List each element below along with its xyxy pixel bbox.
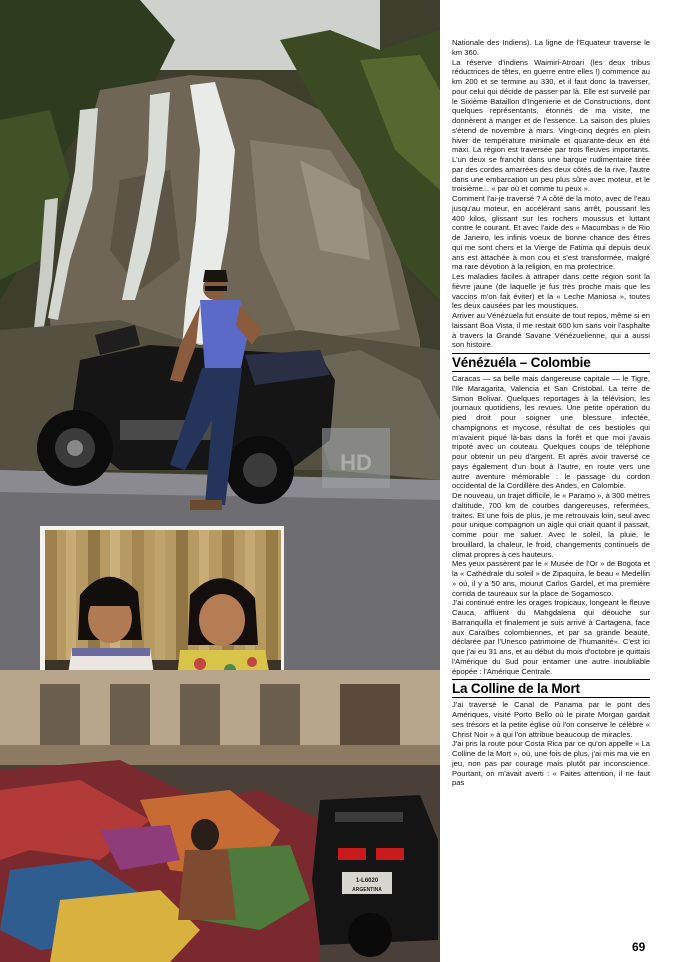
svg-text:HD: HD [340,450,372,475]
svg-text:ARGENTINA: ARGENTINA [352,887,382,893]
article-paragraph: J'ai pris la route pour Costa Rica par ce qu'on appelle « La Colline de la Mort », où, une fois de plus, j'ai mis ma vie en jeu, non pas par courage mais plutôt par inconscience. Pourtant, on m'avait averti : « Faites attention, il ne faut pas [452,739,650,788]
page-number: 69 [632,940,646,954]
section-heading-venezuela-colombie: Vénézuéla – Colombie [452,353,650,372]
article-paragraph: Caracas — sa belle mais dangereuse capitale — le Tigre, l'Ile Maragarita, Valencia et San Cristobal. La terre de Simon Bolivar. Quelques reportages à la télévision, les journaux quotidiens, les revues. Une petite opération du pied droit pour soigner une blessure infectée, champignons et mycose, résultat de ces bestioles qui m'avaient piqué là-bas dans la forêt et que moi j'avais tripoté avec un couteau. Quelques coups de téléphone pour obtenir un peu d'argent. Et après avoir traversé ce pays également d'un bout à l'autre, en route vers une autre aventure mémorable : le passage du cordon occidental de la Cordillère des Andes, en Colombie. [452,374,650,491]
article-paragraph: Nationale des Indiens). La ligne de l'Equateur traverse le km 360. [452,38,650,57]
watermark-logo [322,428,390,488]
svg-text:1-L6020: 1-L6020 [355,878,379,884]
market-photo [0,670,440,962]
article-paragraph: J'ai continué entre les orages tropicaux, longeant le fleuve Cauca, affluent du Mahgdalena qui déouche sur Barranquilla et finalement je suis arrivé à Cartagena, face aux Caraïbes colombiennes, et par sa grande beauté, déclarée par l'Unesco patrimoine de l'humanité». C'est ici que j'ai eu 31 ans, et au début du mois d'octobre je quittais l'Amérique du Sud pour entamer une autre inoubliable épopée : l'Amérique Centrale. [452,598,650,676]
article-column [452,38,650,958]
article-paragraph: Comment l'ai-je traversé ? A côté de la moto, avec de l'eau jusqu'au moteur, en accélérant sans arrêt, poussant les 400 kilos, glissant sur les rochers moussus et luttant contre le courant. Et avec l'aide des « Macumbas » de Rio de Janeiro, les infinis voeux de bonne chance des êtres qui me sont chers et la Vierge de Fatima qui depuis deux ans est attachée à mon cou et s'est transformée, malgré ma rare dévotion à la religion, en ma protectrice. [452,194,650,272]
section-heading-colline-de-la-mort: La Colline de la Mort [452,679,650,698]
article-paragraph: J'ai traversé le Canal de Panama par le pont des Amériques, visité Porto Bello où le pirate Morgan gardait ses trésors et la petite église où l'on conserve le célèbre « Christ Noir » à qui l'on attribue beaucoup de miracles. [452,700,650,739]
article-paragraph: De nouveau, un trajet difficile, le « Paramo », à 300 mètres d'altitude, 700 km de courbes dangereuses, refermées, traites. Et une fois de plus, je me retrouvais loin, seul avec pour unique compagnon un aigle qui criait quant il passait, comme pour me saluer. Avec le soleil, la pluie, le brouillard, la chaleur, le froid, changements continuels de climat propres à ces hauteurs. [452,491,650,559]
children-photo [40,526,284,691]
article-paragraph: Mes yeux passèrent par le « Musée de l'Or » de Bogota et la « Cathédrale du soleil » de Zipaquira, le beau « Medellin » où, il y a 50 ans, mourut Carlos Gardel, et ma première corrida de taureaux sur la place de Sogamosco. [452,559,650,598]
motorcycle-rear-icon [312,795,438,957]
article-paragraph: Les maladies faciles à attraper dans cette région sont la fièvre jaune (de laquelle je fus très proche mais que les vaccins m'on fait éviter) et la « Leche Maniosa », toutes les deux causées par les moustiques. [452,272,650,311]
article-paragraph: Arriver au Vénézuela fut ensuite de tout repos, même si en laissant Boa Vista, il me restait 600 km sans voir l'asphalte à travers la Grandé Savane Vénézuelienne, qui a aussi son histoire. [452,311,650,350]
article-paragraph: La réserve d'indiens Waimiri-Atroari (les deux tribus réductrices de têtes, en guerre entre elles !) commence au km 200 et se termine au 330, et il faut donc la traverser, pour celui qui décide de passer par là. Elle est surveilé par le Sixième Bataillon d'Ingenierie et de Constructions, dont quelques représentants, étonnés de ma visite, me donnèrent à manger et de l'essence. La saison des pluies s'étend de novembre à mars. Vingt-cinq degrés en plein hiver de température minimale et quarante-deux en été maxi. La région est traversée par trois fleuves importants. L'un deux se franchit dans une barque rudimentaire tirée par des cordes amarrées des deux côtés de la rive, l'autre dans une embarcation un peu plus sûre avec moteur, et le troisième... « par où et comme tu peux ». [452,57,650,194]
